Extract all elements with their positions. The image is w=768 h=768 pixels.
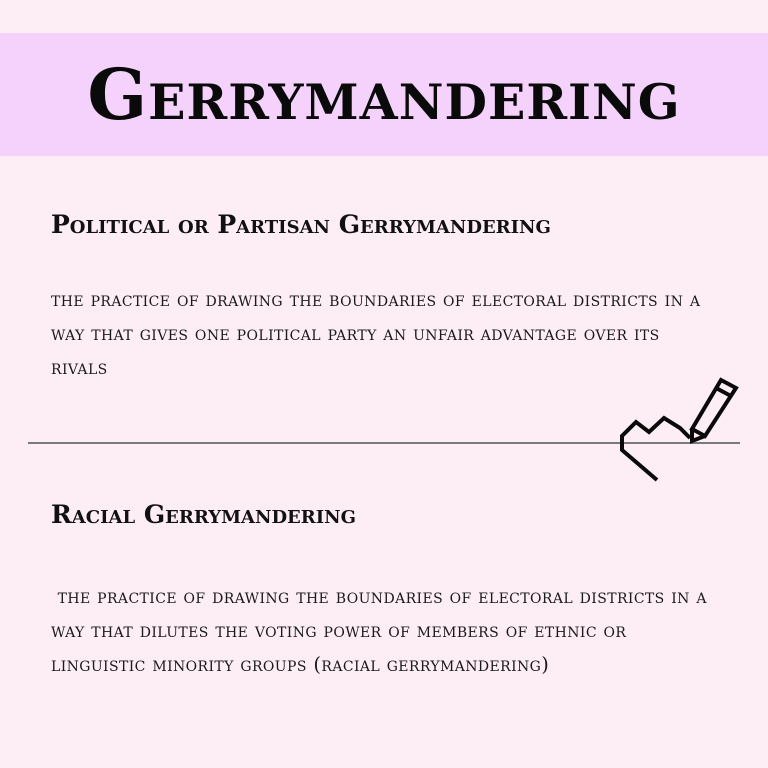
title-banner [0,33,768,156]
page-title: Gerrymandering [87,52,681,136]
section-heading-partisan: Political or Partisan Gerrymandering [51,210,551,239]
section-heading-racial: Racial Gerrymandering [51,500,356,529]
signature-pen-icon [612,372,747,487]
section-body-racial: the practice of drawing the boundaries of electoral districts in a way that dilutes the voting power of members of ethnic or linguistic minority groups (racial gerrymandering) [51,585,714,676]
section-body-partisan: the practice of drawing the boundaries of electoral districts in a way that gives one political party an unfair advantage over its rivals [51,288,707,379]
